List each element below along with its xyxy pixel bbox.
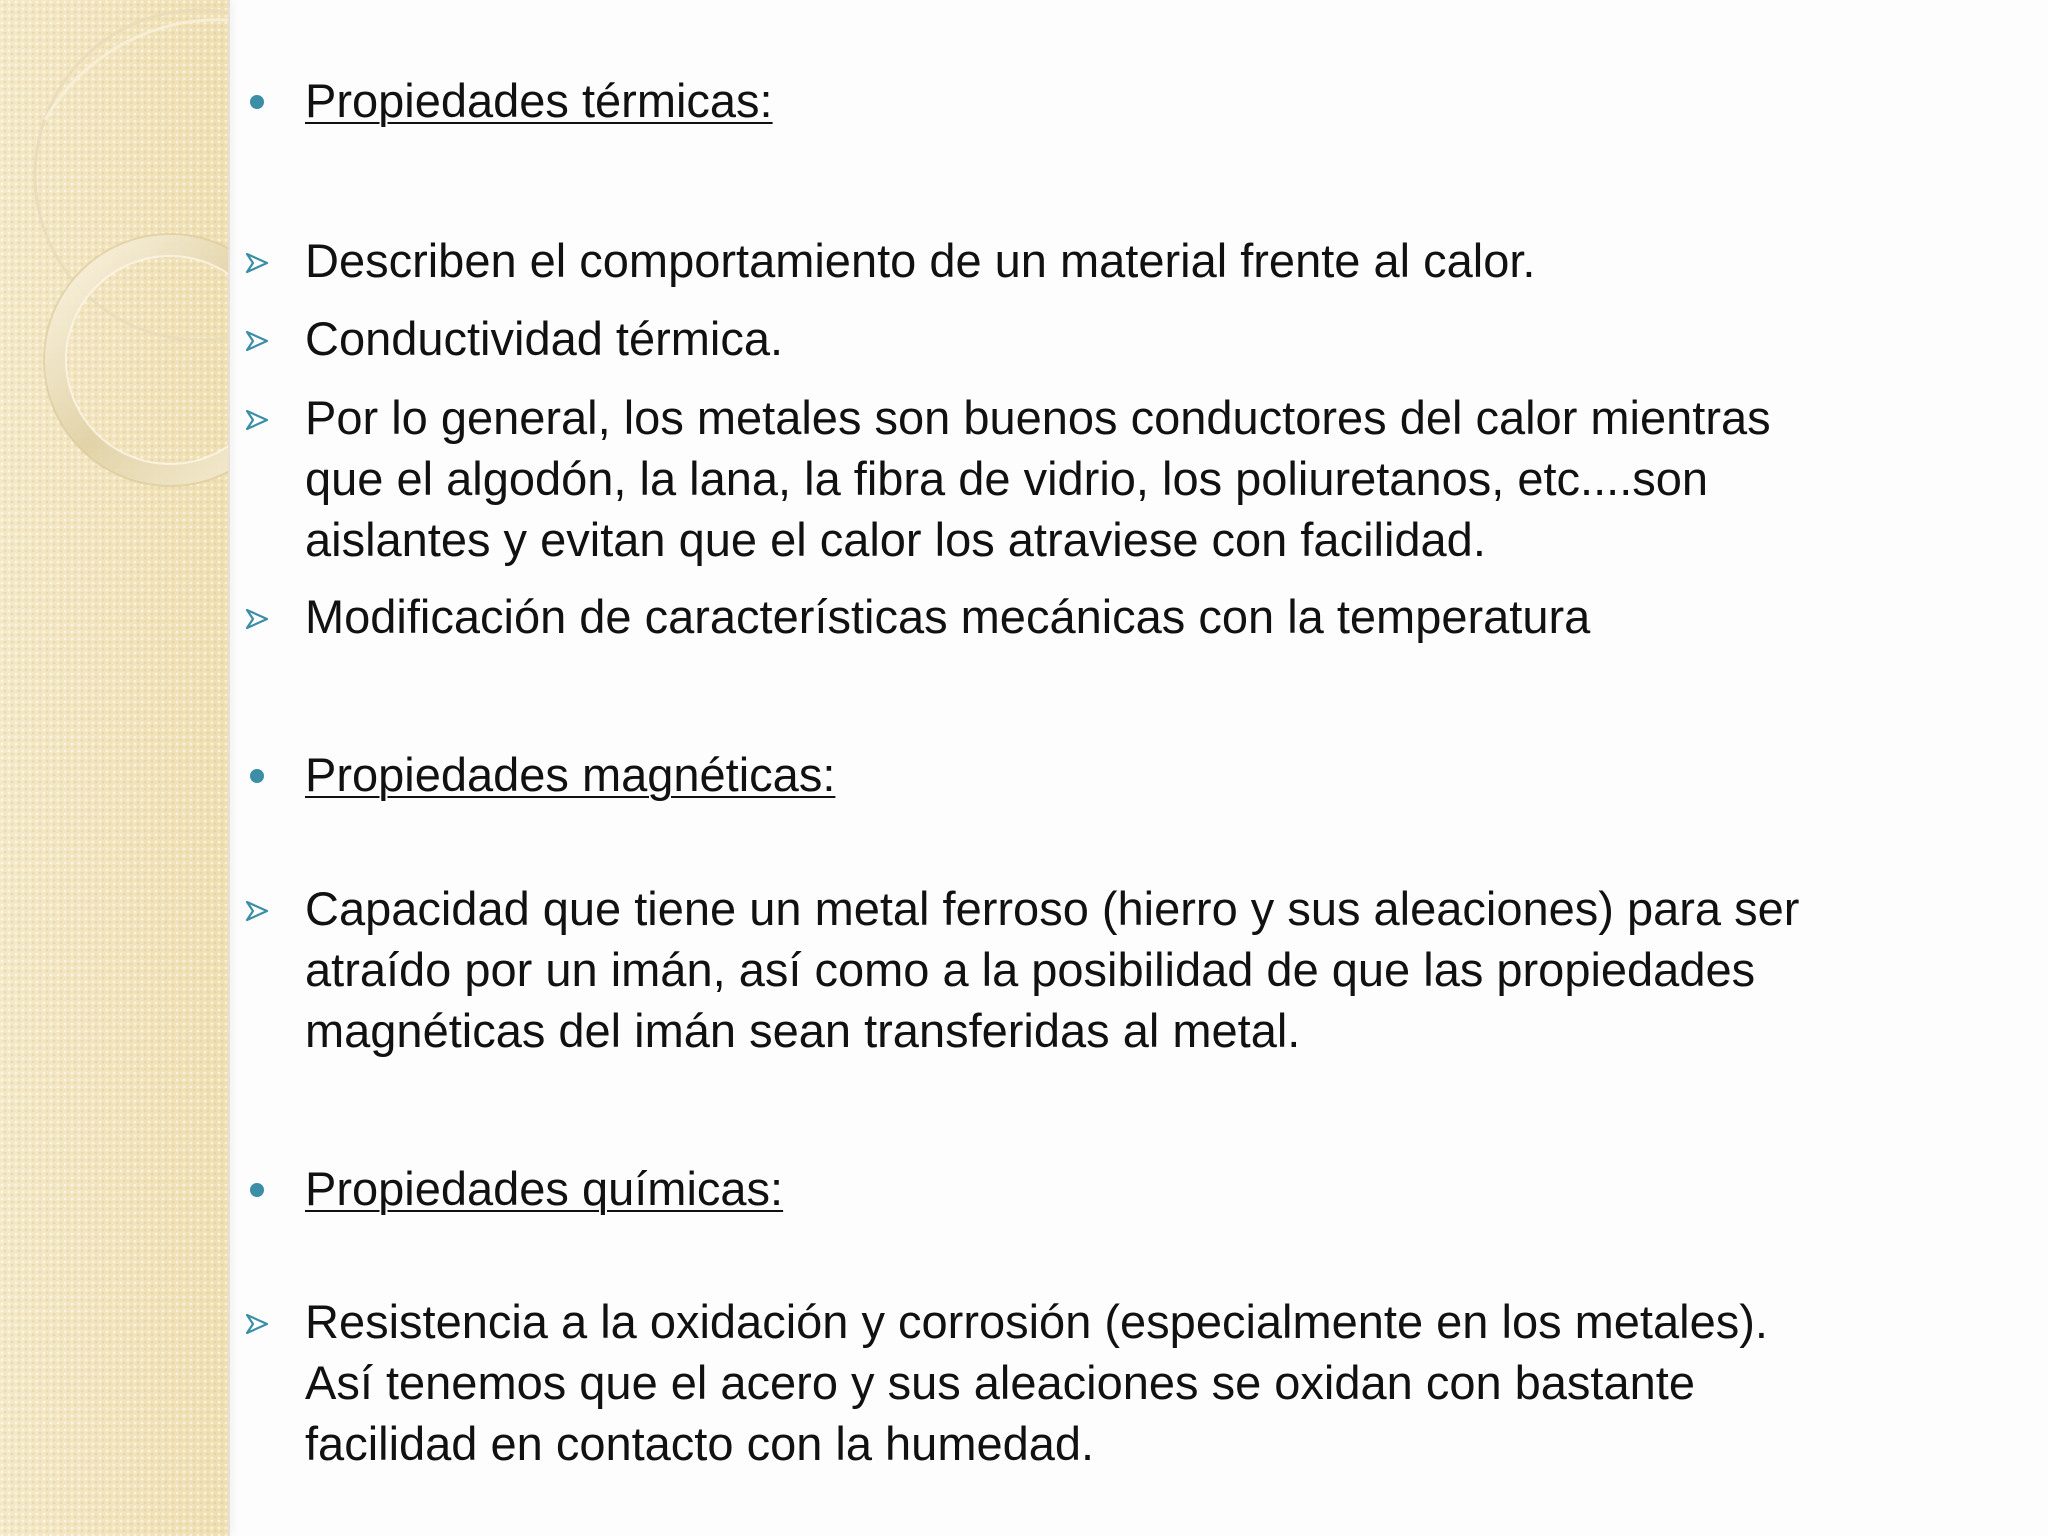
bullet-dot-icon (240, 1173, 274, 1207)
arrowhead-bullet-icon (240, 1307, 274, 1341)
list-item-text: Describen el comportamiento de un material frente al calor. (305, 234, 1536, 287)
decorative-rings-icon (0, 0, 228, 1536)
list-item-text: Resistencia a la oxidación y corrosión (especialmente en los metales). Así tenemos que el acero y sus aleaciones se oxidan con bastante facilidad en contacto con la humedad. (305, 1295, 1768, 1470)
arrowhead-bullet-icon (240, 246, 274, 280)
list-item-text: Conductividad térmica. (305, 312, 784, 365)
section-heading-text: Propiedades químicas: (305, 1162, 784, 1215)
section-heading-text: Propiedades magnéticas: (305, 748, 836, 801)
slide-content (240, 0, 2030, 1536)
arrowhead-bullet-icon (240, 894, 274, 928)
bullet-dot-icon (240, 759, 274, 793)
list-item-text: Modificación de características mecánicas con la temperatura (305, 590, 1591, 643)
list-item-text: Capacidad que tiene un metal ferroso (hierro y sus aleaciones) para ser atraído por un imán, así como a la posibilidad de que las propiedades magnéticas del imán sean transferidas al metal. (305, 882, 1800, 1057)
bullet-dot-icon (240, 85, 274, 119)
arrowhead-bullet-icon (240, 403, 274, 437)
section-heading-text: Propiedades térmicas: (305, 74, 773, 127)
list-item-text: Por lo general, los metales son buenos conductores del calor mientras que el algodón, la lana, la fibra de vidrio, los poliuretanos, etc....son aislantes y evitan que el calor los atraviese con facilidad. (305, 391, 1771, 566)
decorative-side-panel (0, 0, 230, 1536)
arrowhead-bullet-icon (240, 324, 274, 358)
arrowhead-bullet-icon (240, 602, 274, 636)
